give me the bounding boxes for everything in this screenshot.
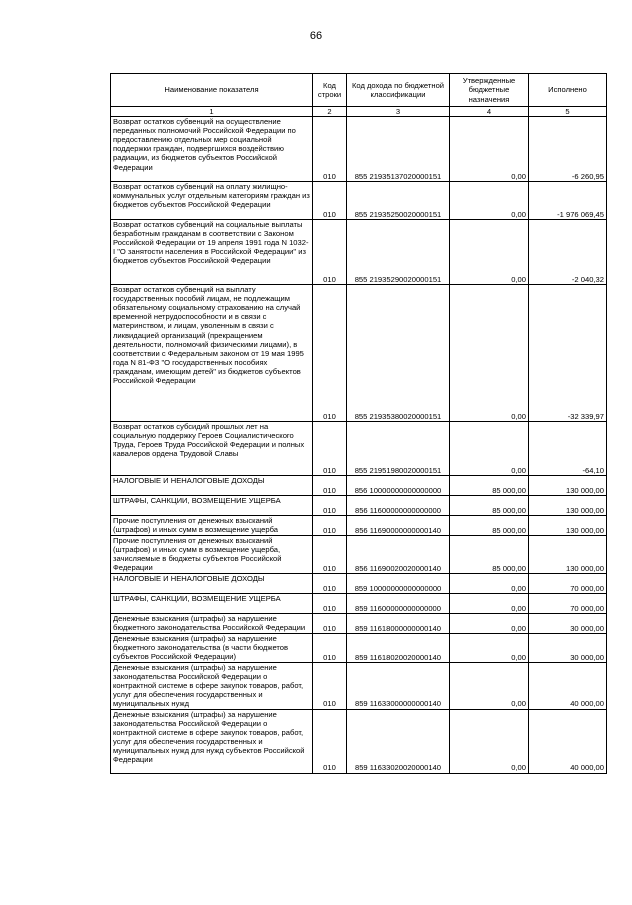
table-row — [111, 117, 607, 182]
row-klass: 856 11600000000000000 — [347, 496, 450, 516]
header-name: Наименование показателя — [111, 74, 313, 107]
row-code: 010 — [313, 516, 347, 536]
row-done: 130 000,00 — [529, 476, 607, 496]
row-klass: 856 10000000000000000 — [347, 476, 450, 496]
table-row — [111, 476, 607, 496]
page-number: 66 — [309, 30, 323, 42]
header-klass: Код дохода по бюджетной классификации — [347, 74, 450, 107]
row-name: Денежные взыскания (штрафы) за нарушение бюджетного законодательства (в части бюджетов субъектов Российской Федерации) — [111, 634, 313, 663]
row-code: 010 — [313, 574, 347, 594]
row-klass: 856 11690000000000140 — [347, 516, 450, 536]
table-row — [111, 709, 607, 773]
row-code: 010 — [313, 422, 347, 476]
budget-table — [110, 73, 607, 774]
row-name: Возврат остатков субвенций на выплату государственных пособий лицам, не подлежащим обязательному социальному страхованию на случай временной нетрудоспособности и в связи с материнством, и лицам, уволенным в связи с ликвидацией организаций (прекращением деятельности, полномочий физическими лицами), в соответствии с Федеральным законом от 19 мая 1995 года N 81-ФЗ "О государственных пособиях гражданам, имеющим детей" из бюджетов субъектов Российской Федерации — [111, 285, 313, 422]
row-done: 70 000,00 — [529, 594, 607, 614]
row-plan: 0,00 — [450, 117, 529, 182]
row-klass: 855 21951980020000151 — [347, 422, 450, 476]
row-plan: 0,00 — [450, 709, 529, 773]
row-name: ШТРАФЫ, САНКЦИИ, ВОЗМЕЩЕНИЕ УЩЕРБА — [111, 496, 313, 516]
row-code: 010 — [313, 476, 347, 496]
column-number: 4 — [450, 107, 529, 117]
row-code: 010 — [313, 709, 347, 773]
table-row — [111, 220, 607, 285]
row-klass: 855 21935250020000151 — [347, 182, 450, 220]
row-plan: 0,00 — [450, 594, 529, 614]
row-plan: 0,00 — [450, 574, 529, 594]
row-done: -6 260,95 — [529, 117, 607, 182]
table-row — [111, 536, 607, 574]
row-klass: 859 10000000000000000 — [347, 574, 450, 594]
row-done: 130 000,00 — [529, 496, 607, 516]
table-row — [111, 574, 607, 594]
row-klass: 859 11600000000000000 — [347, 594, 450, 614]
row-done: -64,10 — [529, 422, 607, 476]
row-code: 010 — [313, 614, 347, 634]
row-klass: 855 21935137020000151 — [347, 117, 450, 182]
header-code: Код строки — [313, 74, 347, 107]
row-done: 40 000,00 — [529, 663, 607, 709]
table-row — [111, 496, 607, 516]
row-done: 40 000,00 — [529, 709, 607, 773]
table-row — [111, 285, 607, 422]
row-code: 010 — [313, 220, 347, 285]
row-klass: 859 11618000000000140 — [347, 614, 450, 634]
row-code: 010 — [313, 182, 347, 220]
row-name: НАЛОГОВЫЕ И НЕНАЛОГОВЫЕ ДОХОДЫ — [111, 574, 313, 594]
row-name: Возврат остатков субвенций на осуществление переданных полномочий Российской Федерации по предоставлению отдельных мер социальной поддержки граждан, подвергшихся воздействию радиации, из бюджетов субъектов Российской Федерации — [111, 117, 313, 182]
row-done: -1 976 069,45 — [529, 182, 607, 220]
row-name: НАЛОГОВЫЕ И НЕНАЛОГОВЫЕ ДОХОДЫ — [111, 476, 313, 496]
row-done: 130 000,00 — [529, 516, 607, 536]
row-plan: 0,00 — [450, 634, 529, 663]
row-klass: 855 21935380020000151 — [347, 285, 450, 422]
table-row — [111, 594, 607, 614]
row-plan: 85 000,00 — [450, 496, 529, 516]
row-code: 010 — [313, 536, 347, 574]
row-code: 010 — [313, 594, 347, 614]
table-row — [111, 663, 607, 709]
row-code: 010 — [313, 496, 347, 516]
row-plan: 85 000,00 — [450, 536, 529, 574]
row-name: Денежные взыскания (штрафы) за нарушение бюджетного законодательства Российской Федерации — [111, 614, 313, 634]
row-name: Прочие поступления от денежных взысканий (штрафов) и иных сумм в возмещение ущерба — [111, 516, 313, 536]
row-klass: 859 11633020020000140 — [347, 709, 450, 773]
row-klass: 859 11618020020000140 — [347, 634, 450, 663]
table-row — [111, 422, 607, 476]
row-code: 010 — [313, 634, 347, 663]
row-plan: 85 000,00 — [450, 516, 529, 536]
row-done: -2 040,32 — [529, 220, 607, 285]
row-plan: 0,00 — [450, 663, 529, 709]
header-done: Исполнено — [529, 74, 607, 107]
table-row — [111, 516, 607, 536]
table-header-row — [111, 74, 607, 107]
row-name: Возврат остатков субвенций на социальные выплаты безработным гражданам в соответствии с Законом Российской Федерации от 19 апреля 1991 года N 1032-I "О занятости населения в Российской Федерации" из бюджетов субъектов Российской Федерации — [111, 220, 313, 285]
row-done: -32 339,97 — [529, 285, 607, 422]
row-done: 30 000,00 — [529, 614, 607, 634]
column-number: 5 — [529, 107, 607, 117]
table-row — [111, 634, 607, 663]
row-klass: 859 11633000000000140 — [347, 663, 450, 709]
row-name: Денежные взыскания (штрафы) за нарушение законодательства Российской Федерации о контрактной системе в сфере закупок товаров, работ, услуг для обеспечения государственных и муниципальных нужд — [111, 663, 313, 709]
row-plan: 0,00 — [450, 614, 529, 634]
column-number: 1 — [111, 107, 313, 117]
row-done: 70 000,00 — [529, 574, 607, 594]
column-number: 2 — [313, 107, 347, 117]
row-name: Возврат остатков субсидий прошлых лет на социальную поддержку Героев Социалистического Труда, Героев Труда Российской Федерации и полных кавалеров ордена Трудовой Славы — [111, 422, 313, 476]
row-code: 010 — [313, 285, 347, 422]
header-plan: Утвержденные бюджетные назначения — [450, 74, 529, 107]
row-code: 010 — [313, 663, 347, 709]
row-name: Возврат остатков субвенций на оплату жилищно-коммунальных услуг отдельным категориям граждан из бюджетов субъектов Российской Федерации — [111, 182, 313, 220]
row-plan: 0,00 — [450, 220, 529, 285]
row-name: Прочие поступления от денежных взысканий (штрафов) и иных сумм в возмещение ущерба, зачисляемые в бюджеты субъектов Российской Федерации — [111, 536, 313, 574]
row-plan: 85 000,00 — [450, 476, 529, 496]
column-number: 3 — [347, 107, 450, 117]
row-plan: 0,00 — [450, 285, 529, 422]
row-done: 130 000,00 — [529, 536, 607, 574]
column-number-row — [111, 107, 607, 117]
row-plan: 0,00 — [450, 182, 529, 220]
row-klass: 856 11690020020000140 — [347, 536, 450, 574]
row-name: ШТРАФЫ, САНКЦИИ, ВОЗМЕЩЕНИЕ УЩЕРБА — [111, 594, 313, 614]
row-done: 30 000,00 — [529, 634, 607, 663]
row-code: 010 — [313, 117, 347, 182]
table-row — [111, 182, 607, 220]
row-plan: 0,00 — [450, 422, 529, 476]
row-klass: 855 21935290020000151 — [347, 220, 450, 285]
table-row — [111, 614, 607, 634]
row-name: Денежные взыскания (штрафы) за нарушение законодательства Российской Федерации о контрактной системе в сфере закупок товаров, работ, услуг для обеспечения государственных и муниципальных нужд для нужд субъектов Российской Федерации — [111, 709, 313, 773]
